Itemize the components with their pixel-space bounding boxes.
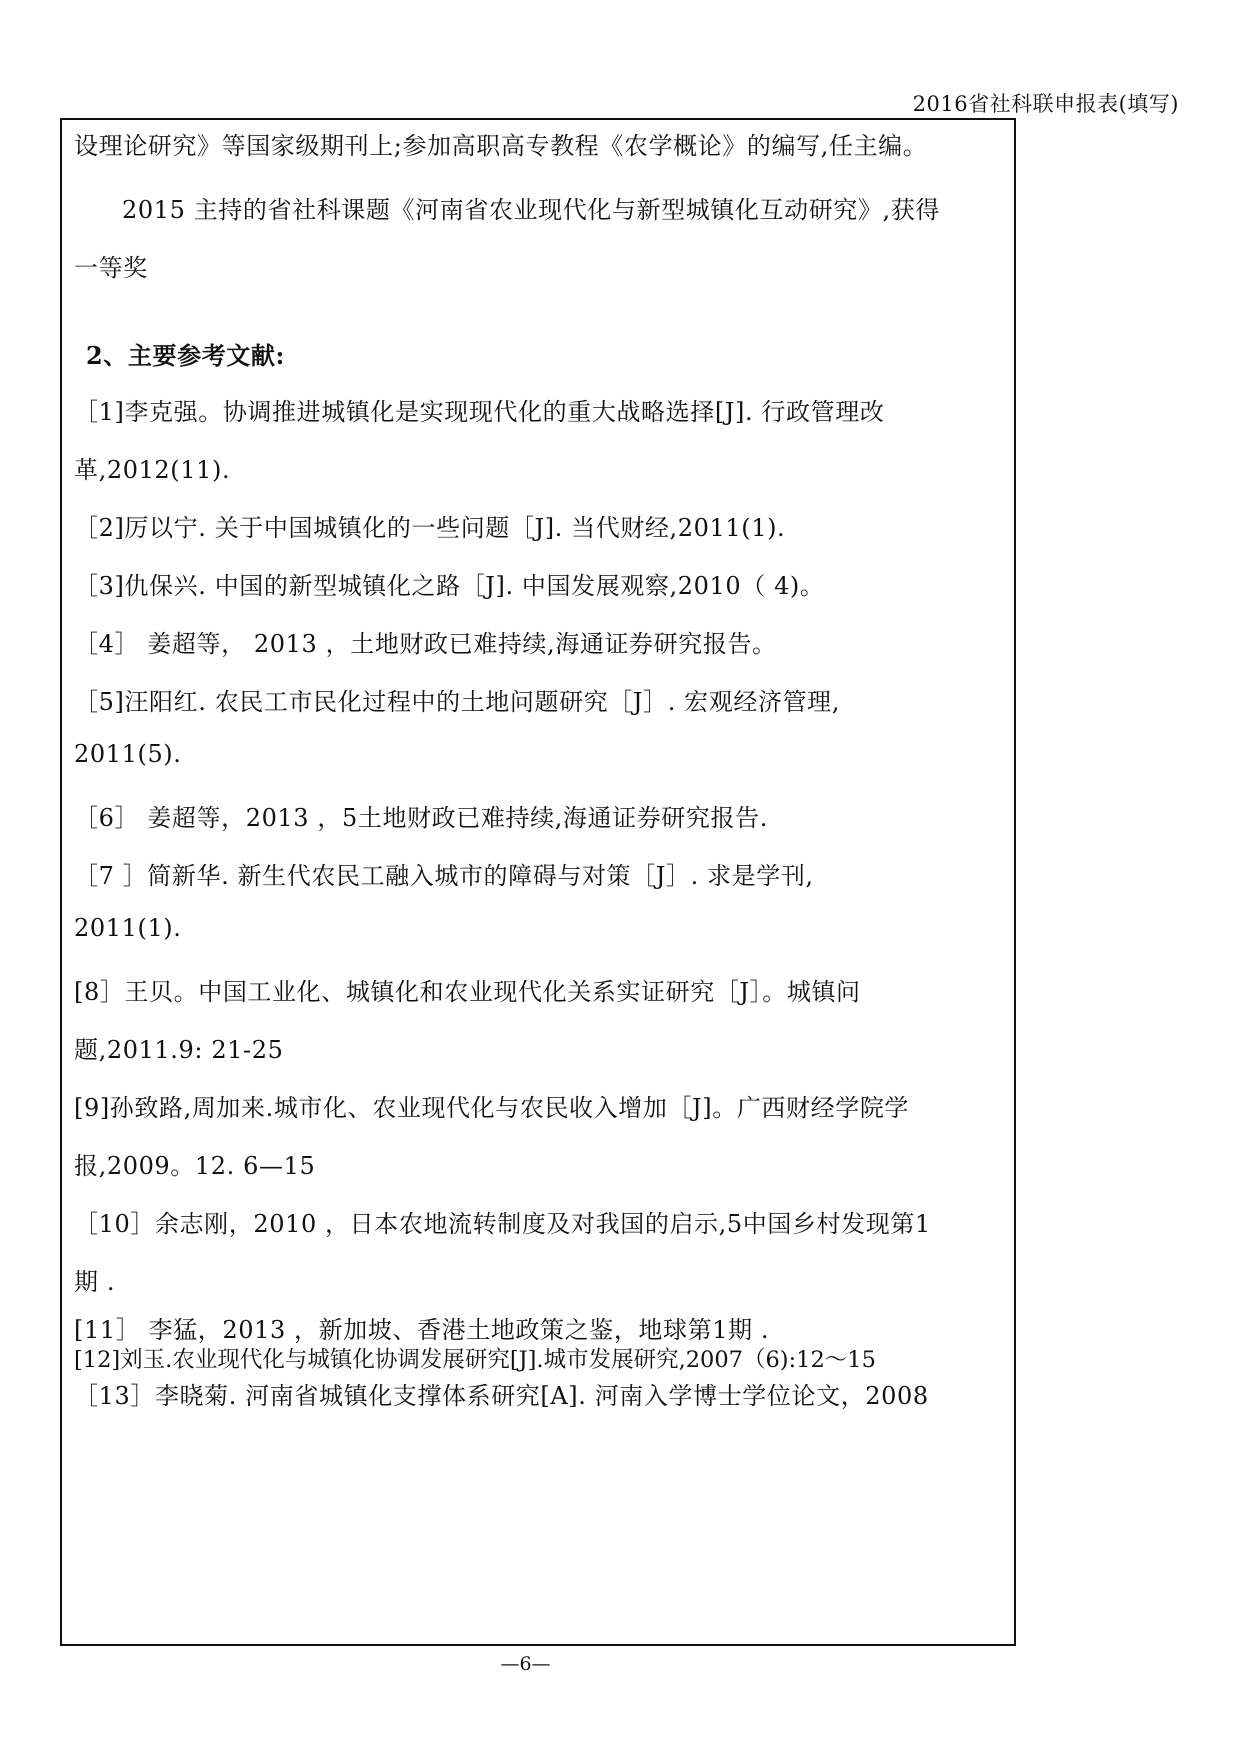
reference-line: ［3]仇保兴. 中国的新型城镇化之路［J]. 中国发展观察,2010（ 4)。 [74, 572, 825, 600]
reference-line: 革,2012(11). [74, 456, 231, 484]
reference-line: 2011(1). [74, 914, 182, 942]
references-heading: 2、主要参考文献: [86, 341, 285, 370]
page-number: —6— [500, 1653, 551, 1675]
reference-line: ［7 ］简新华. 新生代农民工融入城市的障碍与对策［J］. 求是学刊, [74, 862, 814, 890]
reference-line: [12]刘玉.农业现代化与城镇化协调发展研究[J].城市发展研究,2007（6):12～15 [74, 1347, 876, 1373]
reference-line: ［4］ 姜超等， 2013 ，土地财政已难持续,海通证券研究报告。 [74, 630, 777, 658]
reference-line: ［13］李晓菊. 河南省城镇化支撑体系研究[A]. 河南入学博士学位论文，2008 [74, 1382, 929, 1410]
reference-line: ［5]汪阳红. 农民工市民化过程中的土地问题研究［J］. 宏观经济管理, [74, 688, 840, 716]
paragraph-line: 2015 主持的省社科课题《河南省农业现代化与新型城镇化互动研究》,获得 [122, 196, 940, 224]
paragraph-line: 一等奖 [74, 254, 148, 282]
reference-line: 2011(5). [74, 740, 182, 768]
reference-line: [9]孙致路,周加来.城市化、农业现代化与农民收入增加［J]。广西财经学院学 [74, 1094, 910, 1122]
reference-line: ［6］ 姜超等，2013 ，5土地财政已难持续,海通证券研究报告. [74, 804, 768, 832]
reference-line: ［2]厉以宁. 关于中国城镇化的一些问题［J]. 当代财经,2011(1). [74, 514, 786, 542]
reference-line: ［10］余志刚，2010 ，日本农地流转制度及对我国的启示,5中国乡村发现第1 [74, 1210, 931, 1238]
page-header-title: 2016省社科联申报表(填写) [912, 92, 1179, 116]
reference-line: [11］ 李猛，2013 ，新加坡、香港土地政策之鉴，地球第1期 . [74, 1316, 770, 1344]
reference-line: ［1]李克强。协调推进城镇化是实现现代化的重大战略选择[J]. 行政管理改 [74, 398, 885, 426]
form-content [74, 120, 1004, 1644]
reference-line: [8］王贝。中国工业化、城镇化和农业现代化关系实证研究［J］。城镇问 [74, 978, 861, 1006]
reference-line: 题,2011.9: 21-25 [74, 1036, 284, 1064]
reference-line: 期 . [74, 1268, 116, 1296]
paragraph-line: 设理论研究》等国家级期刊上;参加高职高专教程《农学概论》的编写,任主编。 [74, 132, 928, 160]
reference-line: 报,2009。12. 6—15 [74, 1152, 316, 1180]
form-content-box [60, 118, 1016, 1646]
